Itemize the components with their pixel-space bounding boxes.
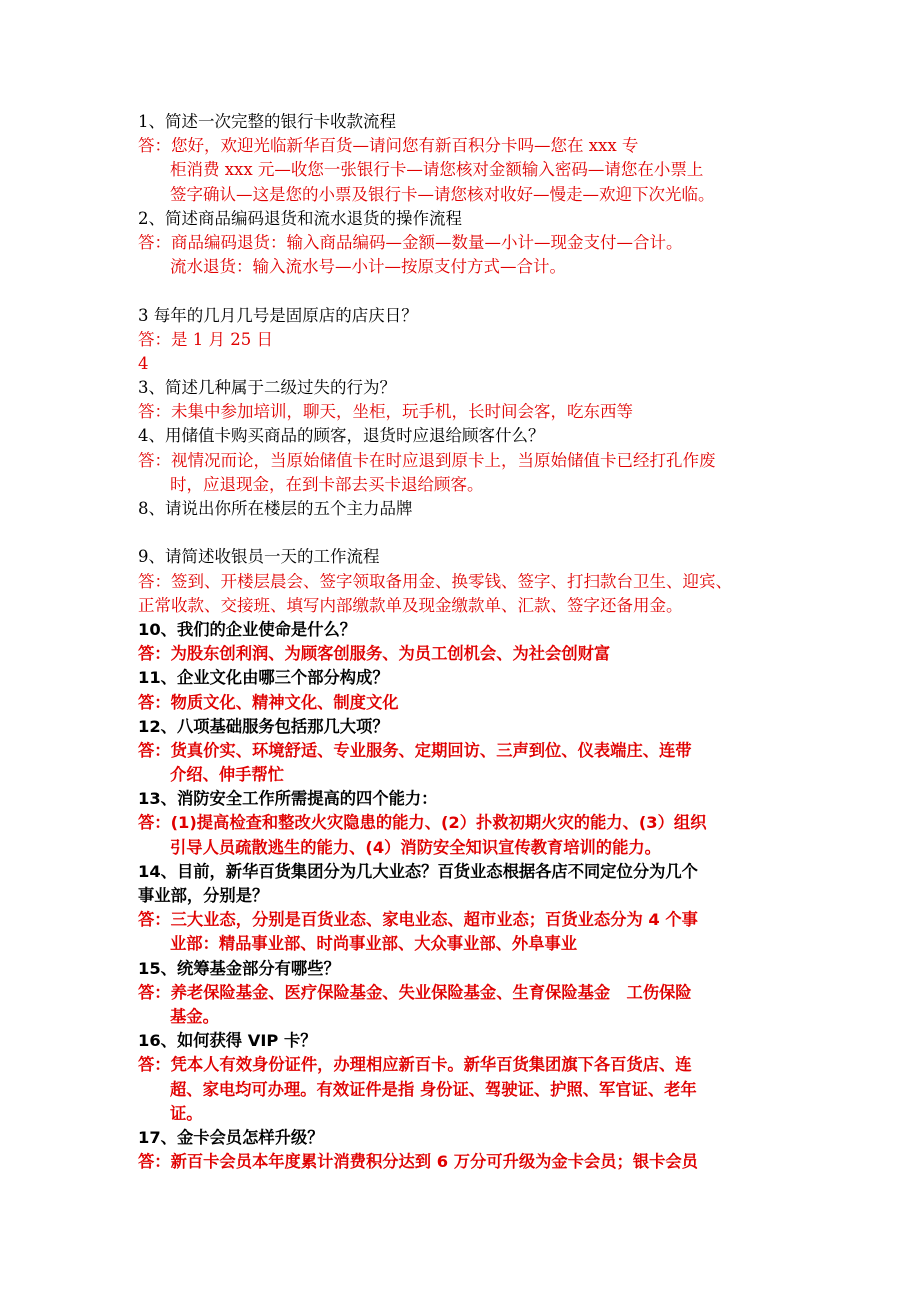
answer-line: 柜消费 xxx 元—收您一张银行卡—请您核对金额输入密码—请您在小票上 [170,160,704,180]
question-line: 15、统筹基金部分有哪些？ [138,958,340,978]
answer-line: 基金。 [170,1006,219,1026]
answer-line: 业部：精品事业部、时尚事业部、大众事业部、外阜事业 [170,934,578,954]
answer-line: 介绍、伸手帮忙 [170,765,284,785]
question-line: 16、如何获得 VIP 卡？ [138,1031,317,1051]
answer-line: 答：凭本人有效身份证件，办理相应新百卡。新华百货集团旗下各百货店、连 [138,1055,692,1075]
answer-line: 答：是 1 月 25 日 [138,329,273,349]
answer-line: 答：商品编码退货：输入商品编码—金额—数量—小计—现金支付—合计。 [138,232,683,252]
question-line: 4、用储值卡购买商品的顾客，退货时应退给顾客什么？ [138,426,545,446]
question-line: 1、简述一次完整的银行卡收款流程 [138,112,396,131]
question-line: 12、八项基础服务包括那几大项？ [138,716,389,736]
answer-line: 4 [138,353,149,373]
question-line: 9、请简述收银员一天的工作流程 [138,547,380,567]
question-line: 3、简述几种属于二级过失的行为？ [138,378,396,398]
blank-line [138,521,788,545]
answer-line: 答：新百卡会员本年度累计消费积分达到 6 万分可升级为金卡会员；银卡会员 [138,1152,698,1172]
answer-line: 答：货真价实、环境舒适、专业服务、定期回访、三声到位、仪表端庄、连带 [138,740,692,760]
answer-line: 答：(1)提高检查和整改火灾隐患的能力、(2）扑救初期火灾的能力、(3）组织 [138,813,707,833]
question-line: 事业部，分别是？ [138,886,269,905]
question-line: 17、金卡会员怎样升级？ [138,1127,324,1147]
answer-line: 答：未集中参加培训，聊天，坐柜，玩手机，长时间会客，吃东西等 [138,402,633,422]
question-line: 3 每年的几月几号是固原店的店庆日？ [138,305,418,325]
answer-line: 答：三大业态，分别是百货业态、家电业态、超市业态；百货业态分为 4 个事 [138,910,698,930]
answer-line: 答：养老保险基金、医疗保险基金、失业保险基金、生育保险基金 工伤保险 [138,982,692,1002]
answer-line: 超、家电均可办理。有效证件是指 身份证、驾驶证、护照、军官证、老年 [170,1079,697,1099]
question-line: 13、消防安全工作所需提高的四个能力： [138,789,438,809]
answer-line: 答：签到、开楼层晨会、签字领取备用金、换零钱、签字、打扫款台卫生、迎宾、 [138,571,732,591]
question-line: 14、目前，新华百货集团分为几大业态？百货业态根据各店不同定位分为几个 [138,861,698,881]
question-line: 10、我们的企业使命是什么？ [138,619,357,639]
answer-line: 流水退货：输入流水号—小计—按原支付方式—合计。 [170,257,566,277]
answer-line: 正常收款、交接班、填写内部缴款单及现金缴款单、汇款、签字还备用金。 [138,595,683,615]
document-body [138,110,788,1174]
answer-line: 引导人员疏散逃生的能力、(4）消防安全知识宣传教育培训的能力。 [170,837,661,857]
answer-line: 答：视情况而论，当原始储值卡在时应退到原卡上，当原始储值卡已经打孔作废 [138,450,716,470]
question-line: 8、请说出你所在楼层的五个主力品牌 [138,499,413,518]
answer-line: 时，应退现金，在到卡部去买卡退给顾客。 [170,474,484,494]
answer-line: 答：物质文化、精神文化、制度文化 [138,692,399,712]
answer-line: 证。 [170,1103,203,1123]
blank-line [138,279,788,303]
answer-line: 签字确认—这是您的小票及银行卡—请您核对收好—慢走—欢迎下次光临。 [170,184,715,204]
question-line: 11、企业文化由哪三个部分构成？ [138,668,389,688]
answer-line: 答：为股东创利润、为顾客创服务、为员工创机会、为社会创财富 [138,644,611,664]
answer-line: 答：您好，欢迎光临新华百货—请问您有新百积分卡吗—您在 xxx 专 [138,136,639,156]
question-line: 2、简述商品编码退货和流水退货的操作流程 [138,208,462,228]
